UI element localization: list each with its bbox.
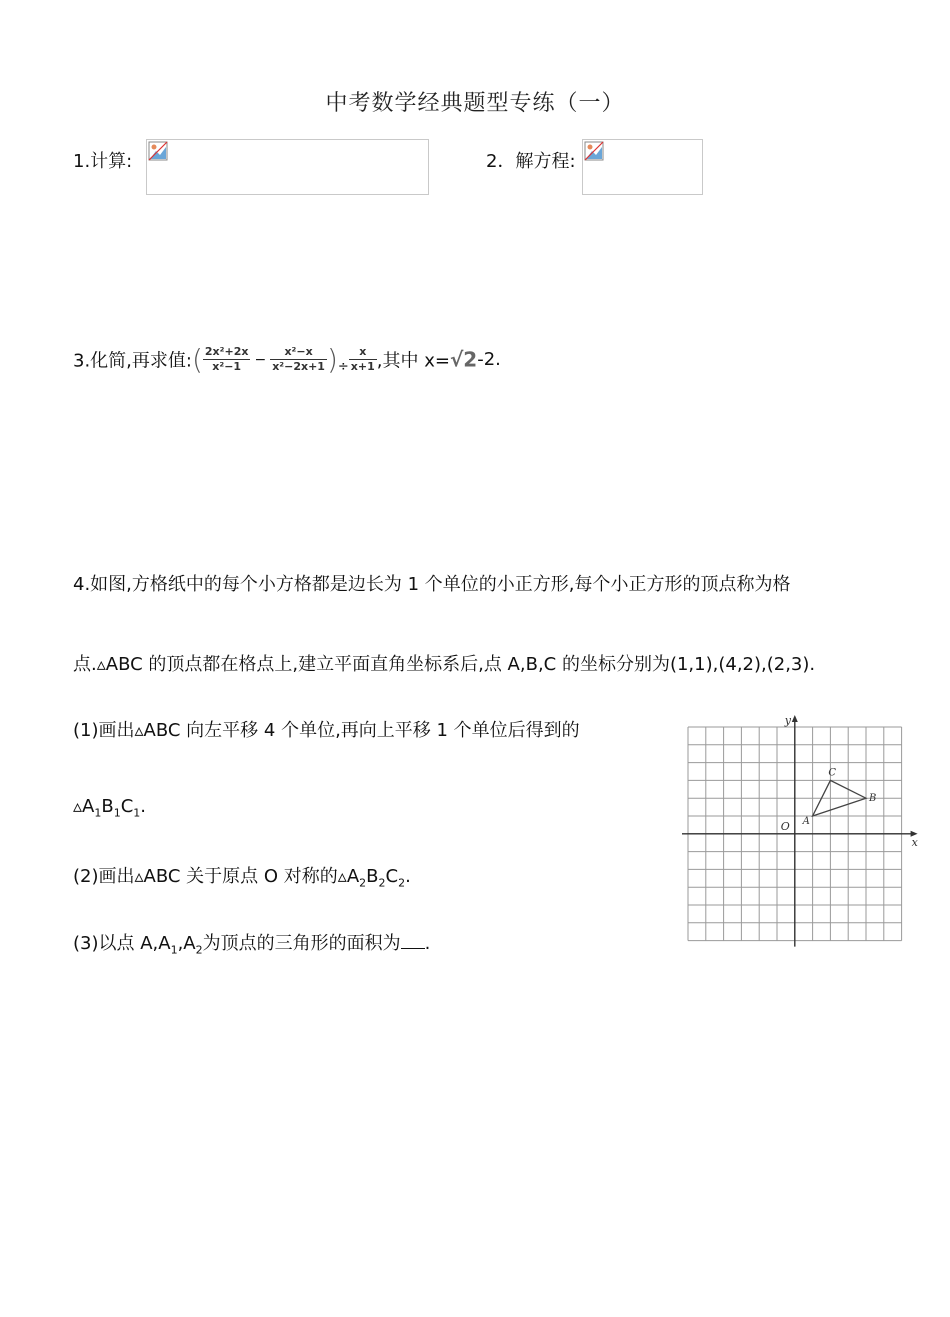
q3-sqrt: √2 — [449, 347, 478, 372]
q3 — [73, 343, 501, 376]
sub-1: 1 — [133, 806, 141, 820]
q4-p3-mid: ,A — [177, 933, 196, 954]
coordinate-grid-figure — [678, 714, 918, 947]
q2-image — [582, 139, 703, 195]
q4-p3-a: (3)以点 A,A — [73, 933, 171, 954]
q3-frac3-num: x — [349, 345, 377, 360]
q4-p1-a: ▵A — [73, 796, 95, 817]
q3-frac3 — [349, 345, 377, 374]
q3-divide: ÷ — [337, 359, 349, 375]
origin-label: O — [780, 819, 790, 833]
q3-frac1 — [203, 345, 251, 374]
point-label-a: A — [802, 816, 810, 827]
point-label-b: B — [869, 793, 877, 805]
q4-p2-a: (2)画出▵ABC 关于原点 O 对称的▵A — [73, 866, 360, 887]
broken-image-icon — [584, 141, 604, 161]
q4-part1-line2 — [73, 796, 146, 820]
q4-p1-b: B — [101, 796, 114, 817]
coordinate-grid — [678, 714, 918, 947]
y-axis-arrow-icon — [792, 715, 798, 722]
sub-2: 2 — [378, 876, 386, 890]
paren-close: ) — [326, 343, 338, 376]
q3-prefix: 3.化简,再求值: — [73, 350, 192, 372]
q1-label: 1.计算: — [73, 151, 133, 172]
q4-p3-post: 为顶点的三角形的面积为 — [202, 933, 401, 954]
q4-line2: 点.▵ABC 的顶点都在格点上,建立平面直角坐标系后,点 A,B,C 的坐标分别为(1,1),(4,2),(2,3). — [73, 654, 816, 675]
q4-p3-end: . — [424, 933, 431, 954]
q4-p2-end: . — [405, 866, 411, 887]
answer-blank[interactable] — [401, 934, 425, 949]
q3-frac2-num: x²−x — [270, 345, 327, 360]
sub-2: 2 — [195, 943, 203, 957]
point-label-c: C — [828, 767, 837, 779]
q3-frac2 — [270, 345, 327, 374]
q4-line1: 4.如图,方格纸中的每个小方格都是边长为 1 个单位的小正方形,每个小正方形的顶点称为格 — [73, 574, 791, 595]
sub-2: 2 — [398, 876, 406, 890]
q4-part1-line1: (1)画出▵ABC 向左平移 4 个单位,再向上平移 1 个单位后得到的 — [73, 720, 580, 741]
q4-p1-c: C — [120, 796, 134, 817]
q3-suffix-a: ,其中 x= — [376, 350, 450, 372]
q3-frac1-den: x²−1 — [212, 360, 242, 373]
q3-suffix-b: -2. — [477, 349, 501, 370]
q3-frac2-den: x²−2x+1 — [272, 360, 325, 373]
q4-part2 — [73, 862, 411, 890]
q4-part3 — [73, 929, 430, 957]
x-axis-label: x — [911, 835, 918, 849]
q4-p2-b: B — [366, 866, 379, 887]
paren-open: ( — [191, 343, 203, 376]
sub-1: 1 — [94, 806, 102, 820]
y-axis-label: y — [784, 714, 792, 727]
sub-2: 2 — [359, 876, 367, 890]
broken-image-icon — [148, 141, 168, 161]
q2-label: 2．解方程: — [486, 151, 576, 172]
sub-1: 1 — [170, 943, 178, 957]
sub-1: 1 — [113, 806, 121, 820]
page-title: 中考数学经典题型专练（一） — [325, 91, 625, 116]
q3-frac3-den: x+1 — [350, 360, 375, 373]
q1-image — [146, 139, 429, 195]
q4-p2-c: C — [385, 866, 399, 887]
q3-frac1-num: 2x²+2x — [204, 345, 249, 358]
q3-minus: − — [254, 351, 267, 368]
q4-p1-end: . — [140, 796, 147, 817]
